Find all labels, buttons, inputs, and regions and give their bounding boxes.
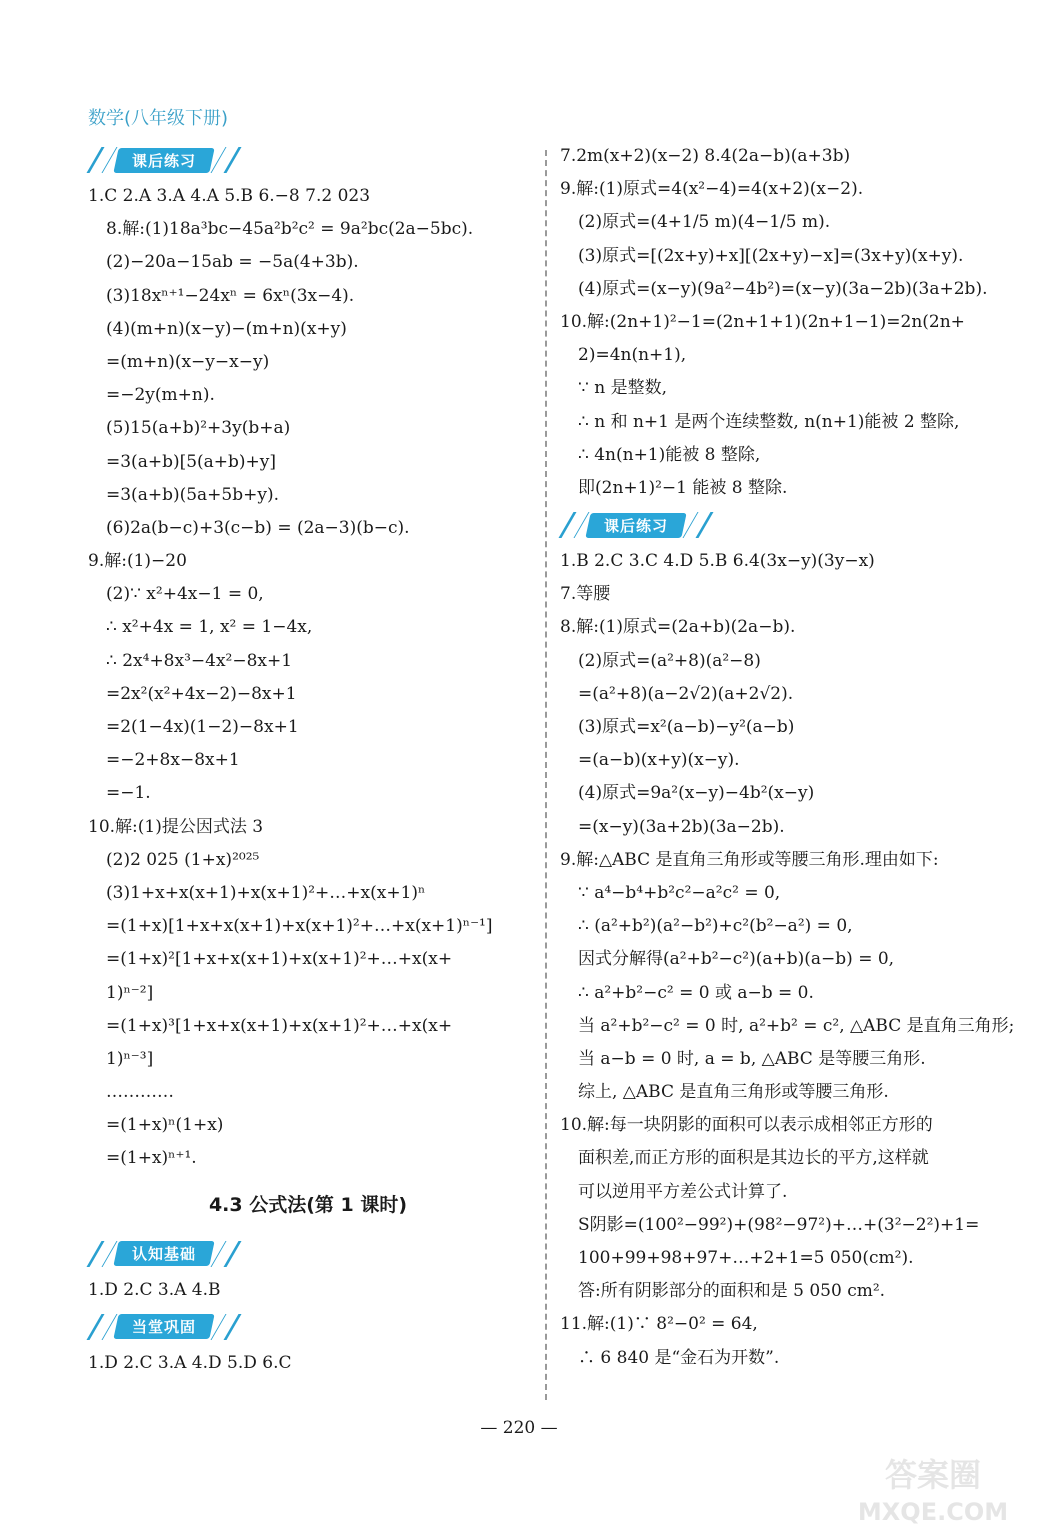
answer-line: 100+99+98+97+…+2+1=5 050(cm²). (578, 1248, 914, 1268)
answer-line: ∴ 4n(n+1)能被 8 整除, (578, 444, 761, 465)
answer-line: ∴ x²+4x = 1, x² = 1−4x, (106, 617, 313, 638)
slash-decoration (224, 147, 242, 173)
slash-decoration (224, 1314, 242, 1340)
answer-line: =(a²+8)(a−2√2)(a+2√2). (578, 683, 794, 704)
answer-line: =2x²(x²+4x−2)−8x+1 (106, 683, 297, 704)
answer-line: ∴ (a²+b²)(a²−b²)+c²(b²−a²) = 0, (578, 916, 853, 937)
answer-line: 1.B 2.C 3.C 4.D 5.B 6.4(3x−y)(3y−x) (560, 551, 875, 572)
answer-line: (2)原式=(4+1/5 m)(4−1/5 m). (578, 212, 831, 233)
answer-line: 10.解:(2n+1)²−1=(2n+1+1)(2n+1−1)=2n(2n+ (560, 311, 965, 332)
answer-line: 1.D 2.C 3.A 4.B (88, 1279, 221, 1300)
answer-line: =(a−b)(x+y)(x−y). (578, 750, 740, 771)
answer-line: (6)2a(b−c)+3(c−b) = (2a−3)(b−c). (106, 517, 410, 538)
answer-line: 可以逆用平方差公式计算了. (578, 1181, 788, 1202)
answer-line: 面积差,而正方形的面积是其边长的平方,这样就 (578, 1148, 929, 1169)
answer-line: ∵ a⁴−b⁴+b²c²−a²c² = 0, (578, 882, 781, 903)
answer-line: ∴ 2x⁴+8x³−4x²−8x+1 (106, 650, 293, 671)
answer-block (88, 1347, 528, 1380)
answer-line: =(1+x)ⁿ(1+x) (106, 1115, 224, 1136)
section-tag: 认知基础 (113, 1241, 214, 1266)
section-banner (560, 505, 1020, 545)
answer-line: (2)原式=(a²+8)(a²−8) (578, 650, 761, 671)
answer-line: 7.等腰 (560, 584, 611, 605)
section-tag: 课后练习 (113, 148, 214, 173)
answer-line: ∴ n 和 n+1 是两个连续整数, n(n+1)能被 2 整除, (578, 411, 960, 432)
answer-line: 8.解:(1)原式=(2a+b)(2a−b). (560, 617, 796, 638)
slash-decoration (86, 1314, 104, 1340)
svg-text:MXQE.COM: MXQE.COM (858, 1498, 1008, 1526)
answer-line: =2(1−4x)(1−2)−8x+1 (106, 717, 299, 737)
answer-line: (2)2 025 (1+x)²⁰²⁵ (106, 849, 260, 870)
watermark-logo (858, 1448, 1008, 1528)
answer-line: (4)(m+n)(x−y)−(m+n)(x+y) (106, 318, 347, 339)
answer-line: 当 a²+b²−c² = 0 时, a²+b² = c², △ABC 是直角三角形; (578, 1015, 1015, 1036)
answer-line: ………… (106, 1082, 174, 1103)
answer-line: 答:所有阴影部分的面积和是 5 050 cm². (578, 1281, 886, 1302)
answer-line: ∴ 6 840 是“金石为开数”. (578, 1347, 780, 1368)
answer-line: =−2y(m+n). (106, 385, 215, 406)
answer-line: (3)原式=x²(a−b)−y²(a−b) (578, 717, 795, 737)
answer-line: 10.解:每一块阴影的面积可以表示成相邻正方形的 (560, 1115, 933, 1136)
answer-line: 2)=4n(n+1), (578, 345, 687, 366)
slash-decoration (86, 147, 104, 173)
section-tag: 当堂巩固 (113, 1314, 214, 1339)
answer-line: =(m+n)(x−y−x−y) (106, 351, 270, 372)
answer-line: (3)18xⁿ⁺¹−24xⁿ = 6xⁿ(3x−4). (106, 285, 355, 306)
section-banner (88, 1234, 528, 1274)
answer-line: 即(2n+1)²−1 能被 8 整除. (578, 477, 788, 498)
answer-line: 当 a−b = 0 时, a = b, △ABC 是等腰三角形. (578, 1048, 926, 1069)
slash-decoration (558, 512, 576, 538)
answer-line: (4)原式=9a²(x−y)−4b²(x−y) (578, 783, 815, 804)
answer-line: S阴影=(100²−99²)+(98²−97²)+…+(3²−2²)+1= (578, 1214, 980, 1235)
answer-line: ∵ n 是整数, (578, 378, 667, 399)
lesson-title: 4.3 公式法(第 1 课时) (208, 1193, 408, 1216)
answer-line: 1)ⁿ⁻³] (106, 1048, 154, 1069)
answer-line: 9.解:(1)原式=4(x²−4)=4(x+2)(x−2). (560, 179, 864, 200)
answer-line: 7.2m(x+2)(x−2) 8.4(2a−b)(a+3b) (560, 146, 851, 166)
running-header: 数学(八年级下册) (88, 108, 229, 129)
slash-decoration (224, 1241, 242, 1267)
slash-decoration (696, 512, 714, 538)
answer-line: 9.解:△ABC 是直角三角形或等腰三角形.理由如下: (560, 849, 939, 870)
left-column (88, 140, 528, 1380)
answer-line: =−2+8x−8x+1 (106, 750, 240, 771)
svg-text:答案圈: 答案圈 (884, 1456, 982, 1494)
answer-line: 10.解:(1)提公因式法 3 (88, 816, 264, 837)
right-column (560, 140, 1020, 1375)
answer-line: (5)15(a+b)²+3y(b+a) (106, 418, 291, 439)
answer-block (88, 180, 528, 1176)
column-divider (545, 150, 547, 1400)
answer-line: =3(a+b)(5a+5b+y). (106, 484, 279, 505)
answer-line: 8.解:(1)18a³bc−45a²b²c² = 9a²bc(2a−5bc). (106, 219, 474, 240)
answer-line: 综上, △ABC 是直角三角形或等腰三角形. (578, 1082, 889, 1103)
answer-block (560, 140, 1020, 505)
answer-line: 9.解:(1)−20 (88, 551, 187, 572)
answer-line: =3(a+b)[5(a+b)+y] (106, 451, 277, 472)
answer-line: (3)原式=[(2x+y)+x][(2x+y)−x]=(3x+y)(x+y). (578, 245, 964, 266)
answer-line: (4)原式=(x−y)(9a²−4b²)=(x−y)(3a−2b)(3a+2b). (578, 278, 988, 299)
section-banner (88, 140, 528, 180)
answer-line: (2)∵ x²+4x−1 = 0, (106, 584, 264, 605)
answer-line: 1.D 2.C 3.A 4.D 5.D 6.C (88, 1352, 292, 1373)
answer-line: 11.解:(1)∵ 8²−0² = 64, (560, 1314, 758, 1335)
answer-line: ∴ a²+b²−c² = 0 或 a−b = 0. (578, 982, 814, 1003)
answer-line: 1)ⁿ⁻²] (106, 982, 154, 1003)
answer-line: =−1. (106, 783, 151, 804)
answer-block (88, 1274, 528, 1307)
section-tag: 课后练习 (585, 513, 686, 538)
answer-line: (3)1+x+x(x+1)+x(x+1)²+…+x(x+1)ⁿ (106, 882, 426, 903)
answer-line: =(x−y)(3a+2b)(3a−2b). (578, 816, 785, 837)
answer-line: =(1+x)³[1+x+x(x+1)+x(x+1)²+…+x(x+ (106, 1015, 453, 1036)
page-number: — 220 — (480, 1418, 558, 1438)
slash-decoration (86, 1241, 104, 1267)
answer-line: =(1+x)[1+x+x(x+1)+x(x+1)²+…+x(x+1)ⁿ⁻¹] (106, 916, 493, 937)
answer-block (560, 545, 1020, 1375)
section-banner (88, 1307, 528, 1347)
answer-line: (2)−20a−15ab = −5a(4+3b). (106, 252, 359, 273)
answer-line: 因式分解得(a²+b²−c²)(a+b)(a−b) = 0, (578, 949, 895, 970)
answer-line: =(1+x)ⁿ⁺¹. (106, 1148, 197, 1169)
answer-line: 1.C 2.A 3.A 4.A 5.B 6.−8 7.2 023 (88, 186, 371, 206)
answer-line: =(1+x)²[1+x+x(x+1)+x(x+1)²+…+x(x+ (106, 949, 453, 970)
